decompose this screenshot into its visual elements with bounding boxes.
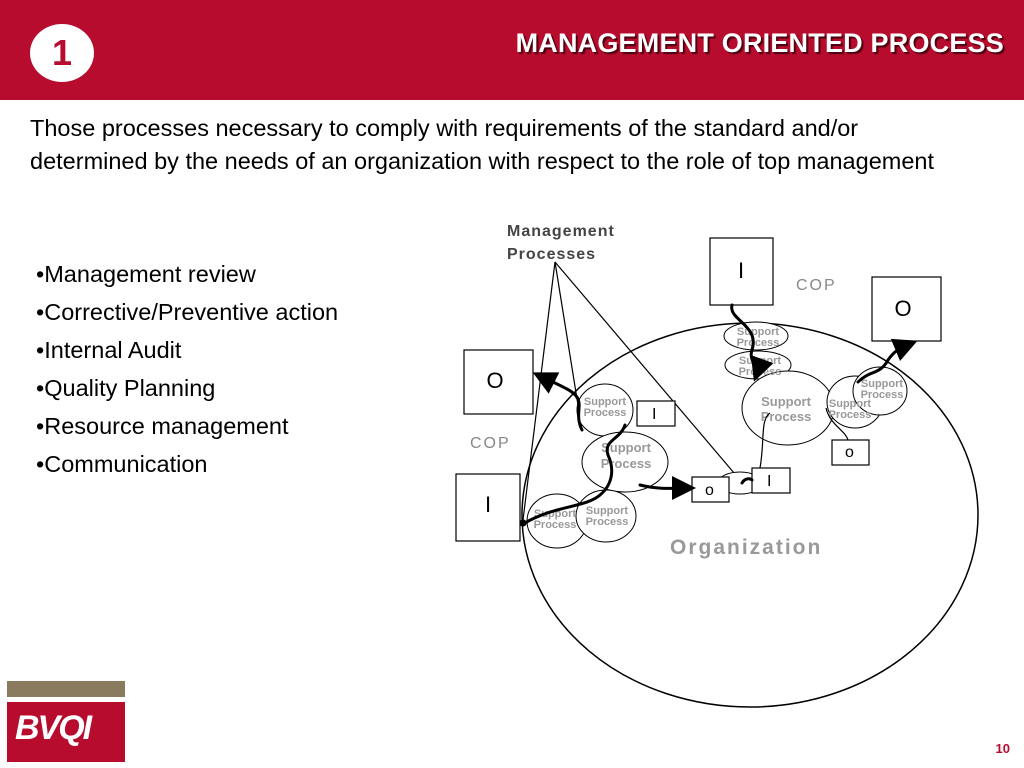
small-output-box-2-label: o (845, 444, 854, 461)
sp6-process: Process (583, 407, 627, 419)
organization-label: Organization (670, 536, 823, 559)
sp7-support: Support (601, 440, 651, 455)
management-label-line2: Processes (507, 246, 597, 263)
small-input-box-2-label: I (767, 473, 772, 490)
sp2-process: Process (738, 366, 782, 378)
sp5-process: Process (860, 389, 904, 401)
sp9-support: Support (585, 505, 629, 517)
page-number: 10 (995, 741, 1010, 756)
management-label-line1: Management (507, 223, 615, 240)
step-number-badge: 1 (30, 24, 94, 82)
sp7-process: Process (600, 456, 652, 471)
sp6-support: Support (583, 396, 627, 408)
process-diagram (440, 215, 1020, 715)
bullet-resource-management: • Resource management (36, 414, 366, 438)
logo-bar (7, 681, 125, 697)
sp4-support: Support (828, 398, 872, 410)
cop-label-top: COP (796, 277, 837, 294)
sp8-support: Support (533, 508, 577, 520)
small-input-box-1-label: I (652, 406, 657, 423)
header-bar (0, 0, 1024, 100)
bvqi-logo (7, 681, 125, 762)
intro-paragraph: Those processes necessary to comply with requirements of the standard and/or determined by the needs of an organization with respect to the role of top management (30, 115, 935, 174)
sp3-support: Support (761, 394, 811, 409)
input-box-left-label: I (484, 492, 492, 517)
sp1-process: Process (736, 337, 780, 349)
bullet-list (36, 262, 366, 490)
bullet-communication: • Communication (36, 452, 366, 476)
sp5-support: Support (860, 378, 904, 390)
bullet-management-review: • Management review (36, 262, 366, 286)
cop-label-left: COP (470, 435, 511, 452)
bullet-corrective-preventive: • Corrective/Preventive action (36, 300, 366, 324)
logo-text: BVQI (15, 709, 91, 747)
output-box-right-label: O (894, 296, 912, 321)
page-title: MANAGEMENT ORIENTED PROCESS (515, 28, 1004, 58)
flow-arrow-left-output (538, 375, 582, 430)
small-output-box-1-label: o (705, 482, 714, 499)
flow-dot (520, 520, 526, 526)
flow-arrow-to-small-o (640, 485, 690, 488)
bullet-internal-audit: • Internal Audit (36, 338, 366, 362)
sp4-process: Process (828, 409, 872, 421)
sp9-process: Process (585, 516, 629, 528)
sp3-process: Process (760, 409, 812, 424)
sp1-support: Support (736, 326, 780, 338)
bullet-quality-planning: • Quality Planning (36, 376, 366, 400)
input-box-top-label: I (737, 258, 745, 283)
sp8-process: Process (533, 519, 577, 531)
sp2-support: Support (738, 355, 782, 367)
output-box-left-label: O (486, 368, 504, 393)
